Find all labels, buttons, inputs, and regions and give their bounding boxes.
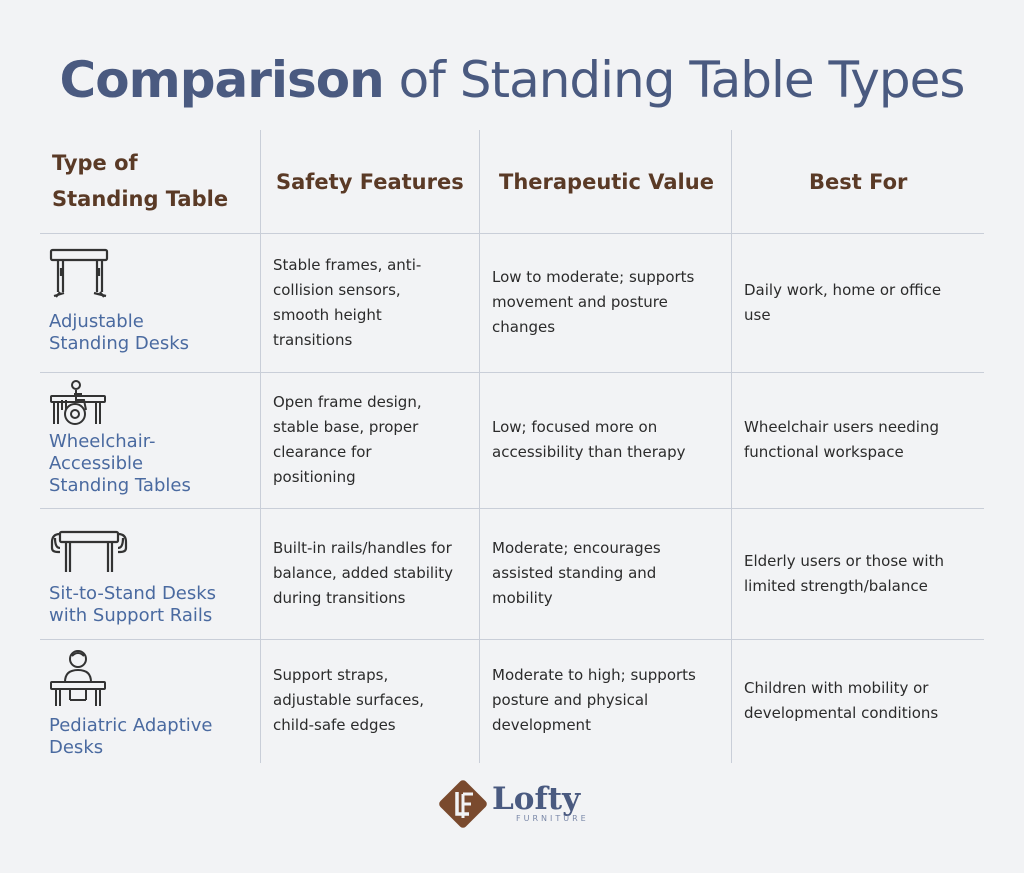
best-for-cell — [744, 415, 939, 465]
cell-line: Moderate to high; supports — [492, 666, 696, 684]
cell-line: balance, added stability — [273, 564, 454, 582]
row-name-line: Accessible — [49, 453, 144, 474]
header-type-line: Type of — [52, 151, 138, 175]
cell-line: child-safe edges — [273, 716, 396, 734]
therapeutic-cell — [492, 415, 686, 465]
cell-line: Open frame design, — [273, 393, 422, 411]
logo-subtitle: FURNITURE — [516, 814, 589, 823]
cell-line: Daily work, home or office — [744, 281, 942, 299]
cell-line: movement and posture — [492, 293, 668, 311]
cell-line: posture and physical — [492, 691, 649, 709]
comparison-table — [40, 130, 984, 763]
cell-line: positioning — [273, 468, 356, 486]
cell-line: clearance for — [273, 443, 372, 461]
row-divider — [40, 233, 984, 234]
header-type — [52, 145, 228, 217]
row-name-line: Standing Desks — [49, 333, 190, 354]
row-name-line: Pediatric Adaptive — [49, 715, 213, 736]
title-rest: of Standing Table Types — [398, 51, 965, 109]
row-name-pediatric — [49, 715, 213, 759]
best-for-cell — [744, 549, 944, 599]
therapeutic-cell — [492, 536, 661, 611]
row-name-line: Desks — [49, 737, 104, 758]
cell-line: Moderate; encourages — [492, 539, 661, 557]
wheelchair-desk-icon — [48, 378, 108, 428]
cell-line: mobility — [492, 589, 553, 607]
cell-line: developmental conditions — [744, 704, 939, 722]
cell-line: accessibility than therapy — [492, 443, 686, 461]
cell-line: Stable frames, anti- — [273, 256, 422, 274]
logo-mark-icon — [437, 778, 489, 830]
row-name-line: with Support Rails — [49, 605, 213, 626]
cell-line: smooth height — [273, 306, 382, 324]
cell-line: Low; focused more on — [492, 418, 658, 436]
header-safety: Safety Features — [276, 170, 464, 194]
row-divider — [40, 508, 984, 509]
cell-line: assisted standing and — [492, 564, 657, 582]
row-divider — [40, 639, 984, 640]
cell-line: Support straps, — [273, 666, 389, 684]
page-title — [0, 48, 1024, 112]
best-for-cell — [744, 676, 938, 726]
header-best-for: Best For — [809, 170, 908, 194]
safety-cell — [273, 536, 453, 611]
logo-word: Lofty — [492, 781, 581, 817]
safety-cell — [273, 390, 422, 490]
cell-line: changes — [492, 318, 556, 336]
row-name-wheelchair — [49, 431, 191, 497]
column-divider — [731, 130, 732, 763]
safety-cell — [273, 253, 421, 353]
cell-line: adjustable surfaces, — [273, 691, 424, 709]
cell-line: limited strength/balance — [744, 577, 928, 595]
therapeutic-cell — [492, 663, 696, 738]
row-name-line: Sit-to-Stand Desks — [49, 583, 217, 604]
row-name-sit-to-stand — [49, 583, 216, 627]
header-type-line: Standing Table — [52, 187, 229, 211]
cell-line: development — [492, 716, 591, 734]
adjustable-desk-icon — [48, 246, 112, 302]
cell-line: Low to moderate; supports — [492, 268, 695, 286]
cell-line: transitions — [273, 331, 353, 349]
cell-line: functional workspace — [744, 443, 904, 461]
column-divider — [260, 130, 261, 763]
child-desk-icon — [48, 648, 108, 710]
brand-logo — [437, 778, 597, 830]
cell-line: Elderly users or those with — [744, 552, 944, 570]
support-rail-desk-icon — [48, 528, 130, 578]
row-name-line: Adjustable — [49, 311, 144, 332]
row-name-adjustable — [49, 311, 189, 355]
title-bold: Comparison — [59, 51, 384, 109]
therapeutic-cell — [492, 265, 694, 340]
header-therapeutic: Therapeutic Value — [499, 170, 714, 194]
row-divider — [40, 372, 984, 373]
cell-line: collision sensors, — [273, 281, 401, 299]
best-for-cell — [744, 278, 941, 328]
cell-line: during transitions — [273, 589, 406, 607]
cell-line: Children with mobility or — [744, 679, 929, 697]
row-name-line: Standing Tables — [49, 475, 191, 496]
safety-cell — [273, 663, 424, 738]
cell-line: use — [744, 306, 771, 324]
cell-line: Wheelchair users needing — [744, 418, 939, 436]
row-name-line: Wheelchair- — [49, 431, 156, 452]
column-divider — [479, 130, 480, 763]
cell-line: stable base, proper — [273, 418, 419, 436]
cell-line: Built-in rails/handles for — [273, 539, 452, 557]
